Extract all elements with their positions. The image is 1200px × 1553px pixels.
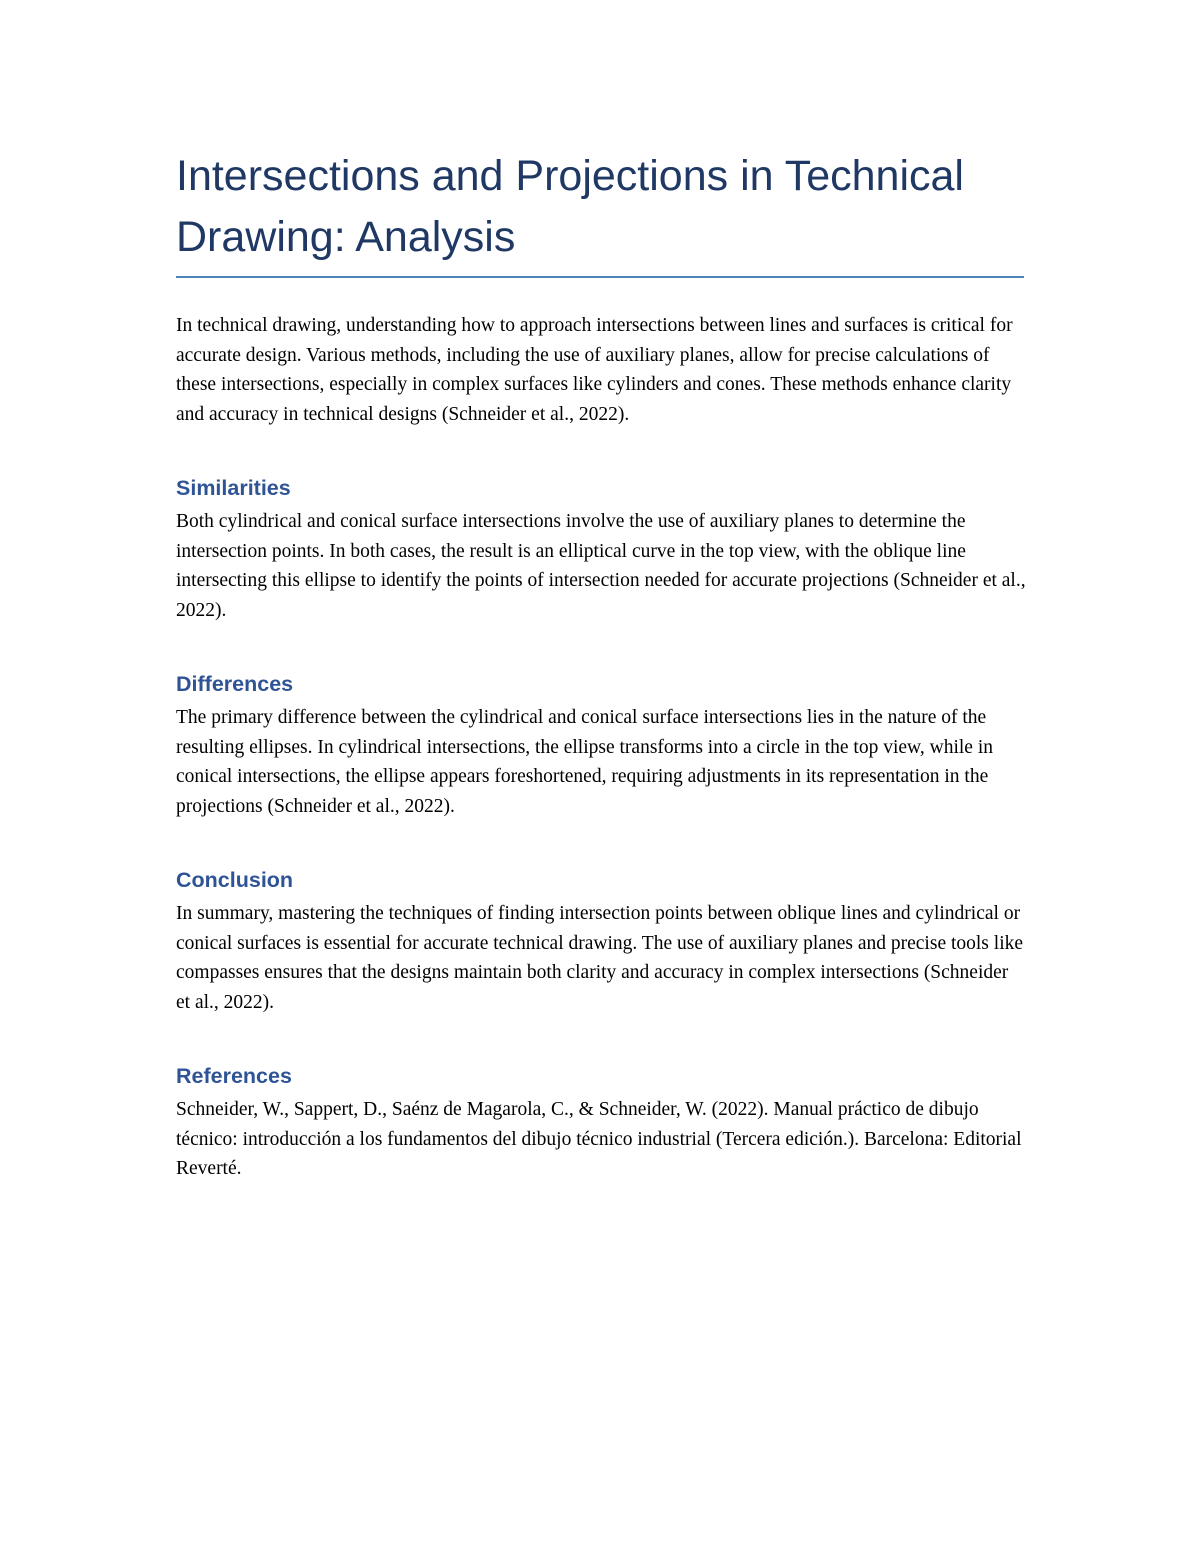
- section-text-similarities: Both cylindrical and conical surface intersections involve the use of auxiliary planes to determine the intersection points. In both cases, the result is an elliptical curve in the top view, with the oblique line intersecting this ellipse to identify the points of intersection needed for accurate projections (Schneider et al., 2022).: [176, 511, 1026, 621]
- title-underline-rule: [176, 276, 1024, 278]
- reference-entry: Schneider, W., Sappert, D., Saénz de Magarola, C., & Schneider, W. (2022). Manual práctico de dibujo técnico: introducción a los fundamentos del dibujo técnico industrial (Tercera edición.). Barcelona: Editorial Reverté.: [176, 1099, 1022, 1179]
- section-text-conclusion: In summary, mastering the techniques of finding intersection points between oblique lines and cylindrical or conical surfaces is essential for accurate technical drawing. The use of auxiliary planes and precise tools like compasses ensures that the designs maintain both clarity and accuracy in complex intersections (Schneider et al., 2022).: [176, 903, 1024, 1013]
- section-heading-differences: Differences: [176, 672, 294, 696]
- section-heading-similarities: Similarities: [176, 476, 291, 500]
- section-heading-conclusion: Conclusion: [176, 868, 294, 892]
- section-text-differences: The primary difference between the cylindrical and conical surface intersections lies in the nature of the resulting ellipses. In cylindrical intersections, the ellipse transforms into a circle in the top view, while in conical intersections, the ellipse appears foreshortened, requiring adjustments in its representation in the projections (Schneider et al., 2022).: [176, 707, 993, 817]
- intro-paragraph: In technical drawing, understanding how to approach intersections between lines and surfaces is critical for accurate design. Various methods, including the use of auxiliary planes, allow for precise calculations of these intersections, especially in complex surfaces like cylinders and cones. These methods enhance clarity and accuracy in technical designs (Schneider et al., 2022).: [176, 315, 1013, 425]
- section-heading-references: References: [176, 1064, 292, 1088]
- document-title: Intersections and Projections in Technical Drawing: Analysis: [176, 152, 964, 261]
- document-content: [176, 146, 1026, 1184]
